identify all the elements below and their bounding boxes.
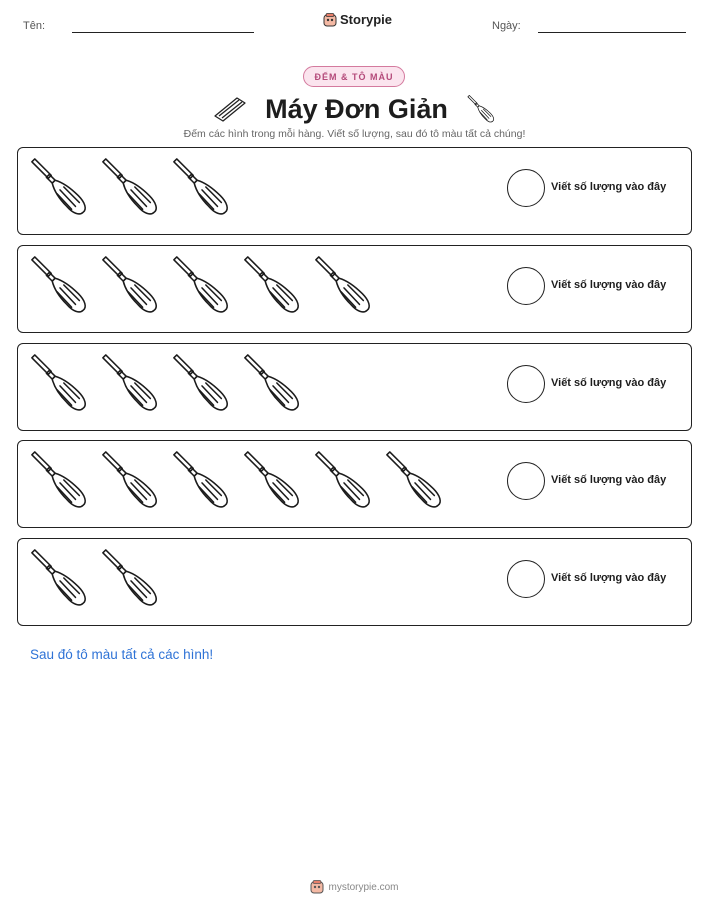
worksheet-header bbox=[0, 0, 709, 50]
screwdriver-icon bbox=[28, 352, 90, 414]
count-row bbox=[17, 147, 692, 235]
screwdriver-icon bbox=[99, 352, 161, 414]
page-title: Máy Đơn Giản bbox=[265, 93, 448, 124]
plank-icon bbox=[213, 94, 247, 124]
category-badge: ĐẾM & TÔ MÀU bbox=[303, 66, 405, 87]
answer-label: Viết số lượng vào đây bbox=[551, 572, 667, 584]
answer-label: Viết số lượng vào đây bbox=[551, 474, 667, 486]
brand-name: Storypie bbox=[340, 12, 393, 27]
screwdriver-icon bbox=[28, 254, 90, 316]
date-label: Ngày: bbox=[492, 20, 521, 32]
screwdriver-icon bbox=[170, 254, 232, 316]
answer-circle[interactable] bbox=[507, 267, 545, 305]
screwdriver-icon bbox=[170, 156, 232, 218]
count-row bbox=[17, 538, 692, 626]
site-footer bbox=[0, 880, 709, 894]
name-field-line[interactable] bbox=[72, 32, 254, 33]
screwdriver-icon bbox=[241, 352, 303, 414]
screwdriver-icon bbox=[99, 547, 161, 609]
site-url: mystorypie.com bbox=[328, 881, 399, 893]
screwdriver-icon bbox=[28, 156, 90, 218]
screwdriver-icon bbox=[312, 449, 374, 511]
title-row bbox=[0, 88, 709, 130]
footer-note: Sau đó tô màu tất cả các hình! bbox=[30, 647, 214, 662]
screwdriver-icon bbox=[383, 449, 445, 511]
screwdriver-icon bbox=[99, 449, 161, 511]
screwdriver-icon bbox=[99, 254, 161, 316]
screwdriver-icon bbox=[170, 352, 232, 414]
answer-circle[interactable] bbox=[507, 462, 545, 500]
storypie-logo-icon bbox=[310, 880, 324, 894]
brand bbox=[323, 12, 392, 27]
instructions: Đếm các hình trong mỗi hàng. Viết số lượng, sau đó tô màu tất cả chúng! bbox=[183, 128, 526, 140]
screwdriver-icon bbox=[99, 156, 161, 218]
count-row bbox=[17, 245, 692, 333]
screwdriver-icon bbox=[466, 94, 496, 124]
screwdriver-icon bbox=[170, 449, 232, 511]
date-field-line[interactable] bbox=[538, 32, 686, 33]
name-label: Tên: bbox=[23, 20, 46, 32]
screwdriver-icon bbox=[312, 254, 374, 316]
screwdriver-icon bbox=[28, 449, 90, 511]
storypie-logo-icon bbox=[323, 13, 337, 27]
answer-label: Viết số lượng vào đây bbox=[551, 279, 667, 291]
screwdriver-icon bbox=[241, 449, 303, 511]
answer-label: Viết số lượng vào đây bbox=[551, 377, 667, 389]
answer-circle[interactable] bbox=[507, 365, 545, 403]
count-row bbox=[17, 343, 692, 431]
answer-circle[interactable] bbox=[507, 169, 545, 207]
count-row bbox=[17, 440, 692, 528]
screwdriver-icon bbox=[241, 254, 303, 316]
answer-label: Viết số lượng vào đây bbox=[551, 181, 667, 193]
answer-circle[interactable] bbox=[507, 560, 545, 598]
screwdriver-icon bbox=[28, 547, 90, 609]
